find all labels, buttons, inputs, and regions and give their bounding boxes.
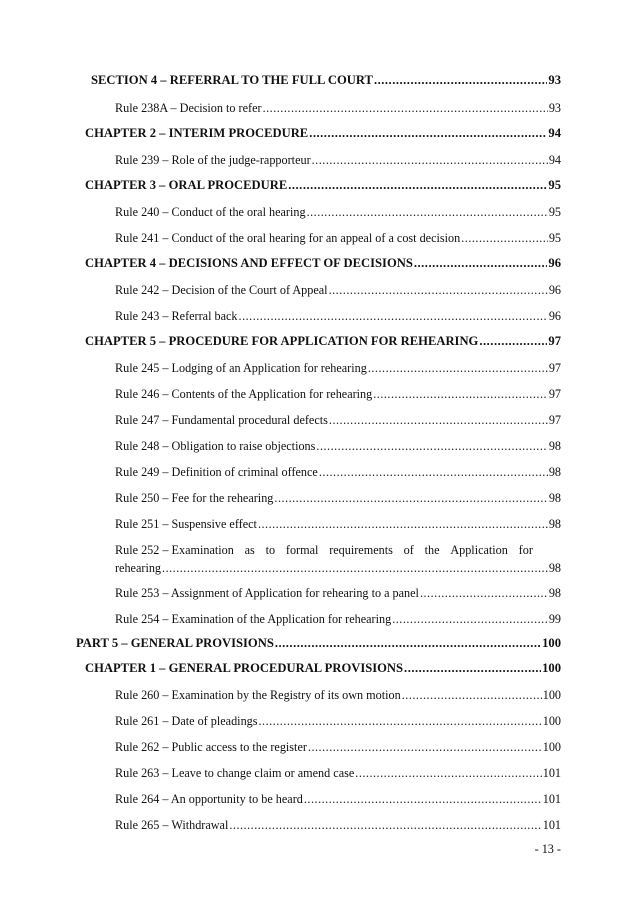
toc-entry-label: PART 5 – GENERAL PROVISIONS [76,636,274,650]
toc-entry-rule-241[interactable] [115,231,561,246]
toc-entry-page: 100 [542,740,561,754]
dot-leader [355,766,541,781]
dot-leader [368,361,548,376]
toc-entry-page: 95 [548,231,561,245]
label-word: formal [285,543,319,557]
toc-entry-label: CHAPTER 1 – GENERAL PROCEDURAL PROVISIONS [85,661,404,675]
toc-entry-label-line2 [115,561,561,576]
toc-entry-label: SECTION 4 – REFERRAL TO THE FULL COURT [91,73,373,87]
toc-entry-label: Rule 254 – Examination of the Application for rehearing [115,612,392,626]
toc-entry-section-4[interactable] [91,73,561,88]
toc-entry-rule-262[interactable] [115,740,561,755]
dot-leader [229,818,541,833]
toc-entry-label: Rule 248 – Obligation to raise objections [115,439,316,453]
toc-entry-chapter-3[interactable] [85,178,561,193]
toc-entry-page: 101 [542,818,561,832]
dot-leader [329,413,548,428]
dot-leader [319,465,548,480]
dot-leader [304,792,542,807]
dot-leader [414,256,548,271]
toc-entry-page: 99 [548,612,561,626]
toc-entry-chapter-5[interactable] [85,334,561,349]
dot-leader [479,334,547,349]
toc-entry-label: Rule 264 – An opportunity to be heard [115,792,303,806]
toc-entry-page: 97 [548,334,561,348]
toc-entry-rule-246[interactable] [115,387,561,402]
toc-entry-page: 100 [542,714,561,728]
dot-leader [316,439,547,454]
toc-entry-label: CHAPTER 5 – PROCEDURE FOR APPLICATION FOR REHEARING [85,334,479,348]
toc-entry-page: 98 [548,561,561,575]
toc-entry-label: Rule 238A – Decision to refer [115,101,262,115]
label-word: for [518,543,533,557]
toc-entry-rule-254[interactable] [115,612,561,627]
label-word: requirements [329,543,393,557]
toc-entry-label: Rule 263 – Leave to change claim or amend case [115,766,355,780]
toc-entry-label: Rule 260 – Examination by the Registry of its own motion [115,688,401,702]
toc-entry-page: 100 [542,636,561,650]
toc-entry-page: 94 [548,126,561,140]
label-word: to [265,543,276,557]
page-number: - 13 - [534,842,561,856]
toc-entry-label: Rule 265 – Withdrawal [115,818,229,832]
toc-entry-rule-239[interactable] [115,153,561,168]
label-word: as [244,543,255,557]
toc-entry-page: 96 [548,283,561,297]
toc-entry-label: Rule 247 – Fundamental procedural defects [115,413,328,427]
label-word: Rule 252 – Examination [115,543,234,557]
toc-entry-page: 96 [548,309,561,323]
toc-entry-rule-260[interactable] [115,688,561,703]
toc-entry-rule-243[interactable] [115,309,561,324]
toc-entry-page: 93 [548,73,561,87]
toc-entry-page: 93 [548,101,561,115]
toc-entry-label: Rule 253 – Assignment of Application for rehearing to a panel [115,586,419,600]
toc-entry-label: Rule 251 – Suspensive effect [115,517,257,531]
toc-entry-rule-265[interactable] [115,818,561,833]
toc-entry-page: 98 [548,465,561,479]
toc-entry-chapter-1[interactable] [85,661,561,676]
toc-entry-label: Rule 250 – Fee for the rehearing [115,491,274,505]
toc-entry-page: 98 [548,586,561,600]
dot-leader [259,714,542,729]
toc-entry-page: 101 [542,792,561,806]
dot-leader [392,612,548,627]
toc-entry-label: Rule 240 – Conduct of the oral hearing [115,205,306,219]
toc-entry-label-line1 [115,543,561,558]
toc-entry-label: Rule 242 – Decision of the Court of Appeal [115,283,328,297]
dot-leader [258,517,548,532]
toc-entry-page: 98 [548,439,561,453]
dot-leader [239,309,548,324]
dot-leader [420,586,548,601]
toc-entry-label: Rule 246 – Contents of the Application for rehearing [115,387,373,401]
toc-entry-page: 95 [548,205,561,219]
dot-leader [404,661,541,676]
toc-entry-page: 97 [548,387,561,401]
toc-entry-label: rehearing [115,561,162,575]
toc-entry-label: Rule 262 – Public access to the register [115,740,307,754]
toc-entry-label: Rule 239 – Role of the judge-rapporteur [115,153,311,167]
dot-leader [288,178,547,193]
dot-leader [309,126,547,141]
toc-entry-part-5[interactable] [76,636,561,651]
dot-leader [162,561,548,576]
dot-leader [275,636,541,651]
label-word: of [403,543,414,557]
toc-entry-label: Rule 245 – Lodging of an Application for rehearing [115,361,367,375]
toc-entry-rule-249[interactable] [115,465,561,480]
toc-entry-page: 98 [548,517,561,531]
toc-entry-rule-247[interactable] [115,413,561,428]
toc-entry-page: 95 [548,178,561,192]
dot-leader [329,283,548,298]
dot-leader [373,387,548,402]
dot-leader [274,491,547,506]
toc-entry-page: 96 [548,256,561,270]
toc-entry-label: Rule 241 – Conduct of the oral hearing for an appeal of a cost decision [115,231,461,245]
dot-leader [312,153,548,168]
toc-entry-rule-245[interactable] [115,361,561,376]
dot-leader [307,205,548,220]
dot-leader [461,231,548,246]
label-word: the [424,543,440,557]
toc-entry-rule-248[interactable] [115,439,561,454]
toc-entry-rule-264[interactable] [115,792,561,807]
dot-leader [263,101,548,116]
toc-entry-page: 98 [548,491,561,505]
toc-entry-chapter-2[interactable] [85,126,561,141]
toc-entry-label: CHAPTER 3 – ORAL PROCEDURE [85,178,288,192]
toc-entry-rule-242[interactable] [115,283,561,298]
toc-entry-page: 100 [542,688,561,702]
toc-entry-rule-263[interactable] [115,766,561,781]
toc-entry-page: 100 [542,661,561,675]
toc-entry-rule-261[interactable] [115,714,561,729]
toc-entry-rule-252[interactable] [115,543,561,576]
toc-entry-rule-238a[interactable] [115,101,561,116]
toc-entry-rule-253[interactable] [115,586,561,601]
toc-entry-label: CHAPTER 4 – DECISIONS AND EFFECT OF DECISIONS [85,256,413,270]
toc-entry-chapter-4[interactable] [85,256,561,271]
dot-leader [402,688,542,703]
dot-leader [374,73,547,88]
toc-entry-page: 97 [548,361,561,375]
toc-entry-rule-250[interactable] [115,491,561,506]
toc-entry-page: 94 [548,153,561,167]
toc-entry-page: 97 [548,413,561,427]
toc-entry-rule-251[interactable] [115,517,561,532]
toc-entry-rule-240[interactable] [115,205,561,220]
label-word: Application [450,543,508,557]
toc-entry-label: CHAPTER 2 – INTERIM PROCEDURE [85,126,309,140]
toc-entry-label: Rule 261 – Date of pleadings [115,714,258,728]
dot-leader [308,740,542,755]
toc-entry-label: Rule 243 – Referral back [115,309,238,323]
toc-entry-page: 101 [542,766,561,780]
toc-entry-label: Rule 249 – Definition of criminal offence [115,465,318,479]
